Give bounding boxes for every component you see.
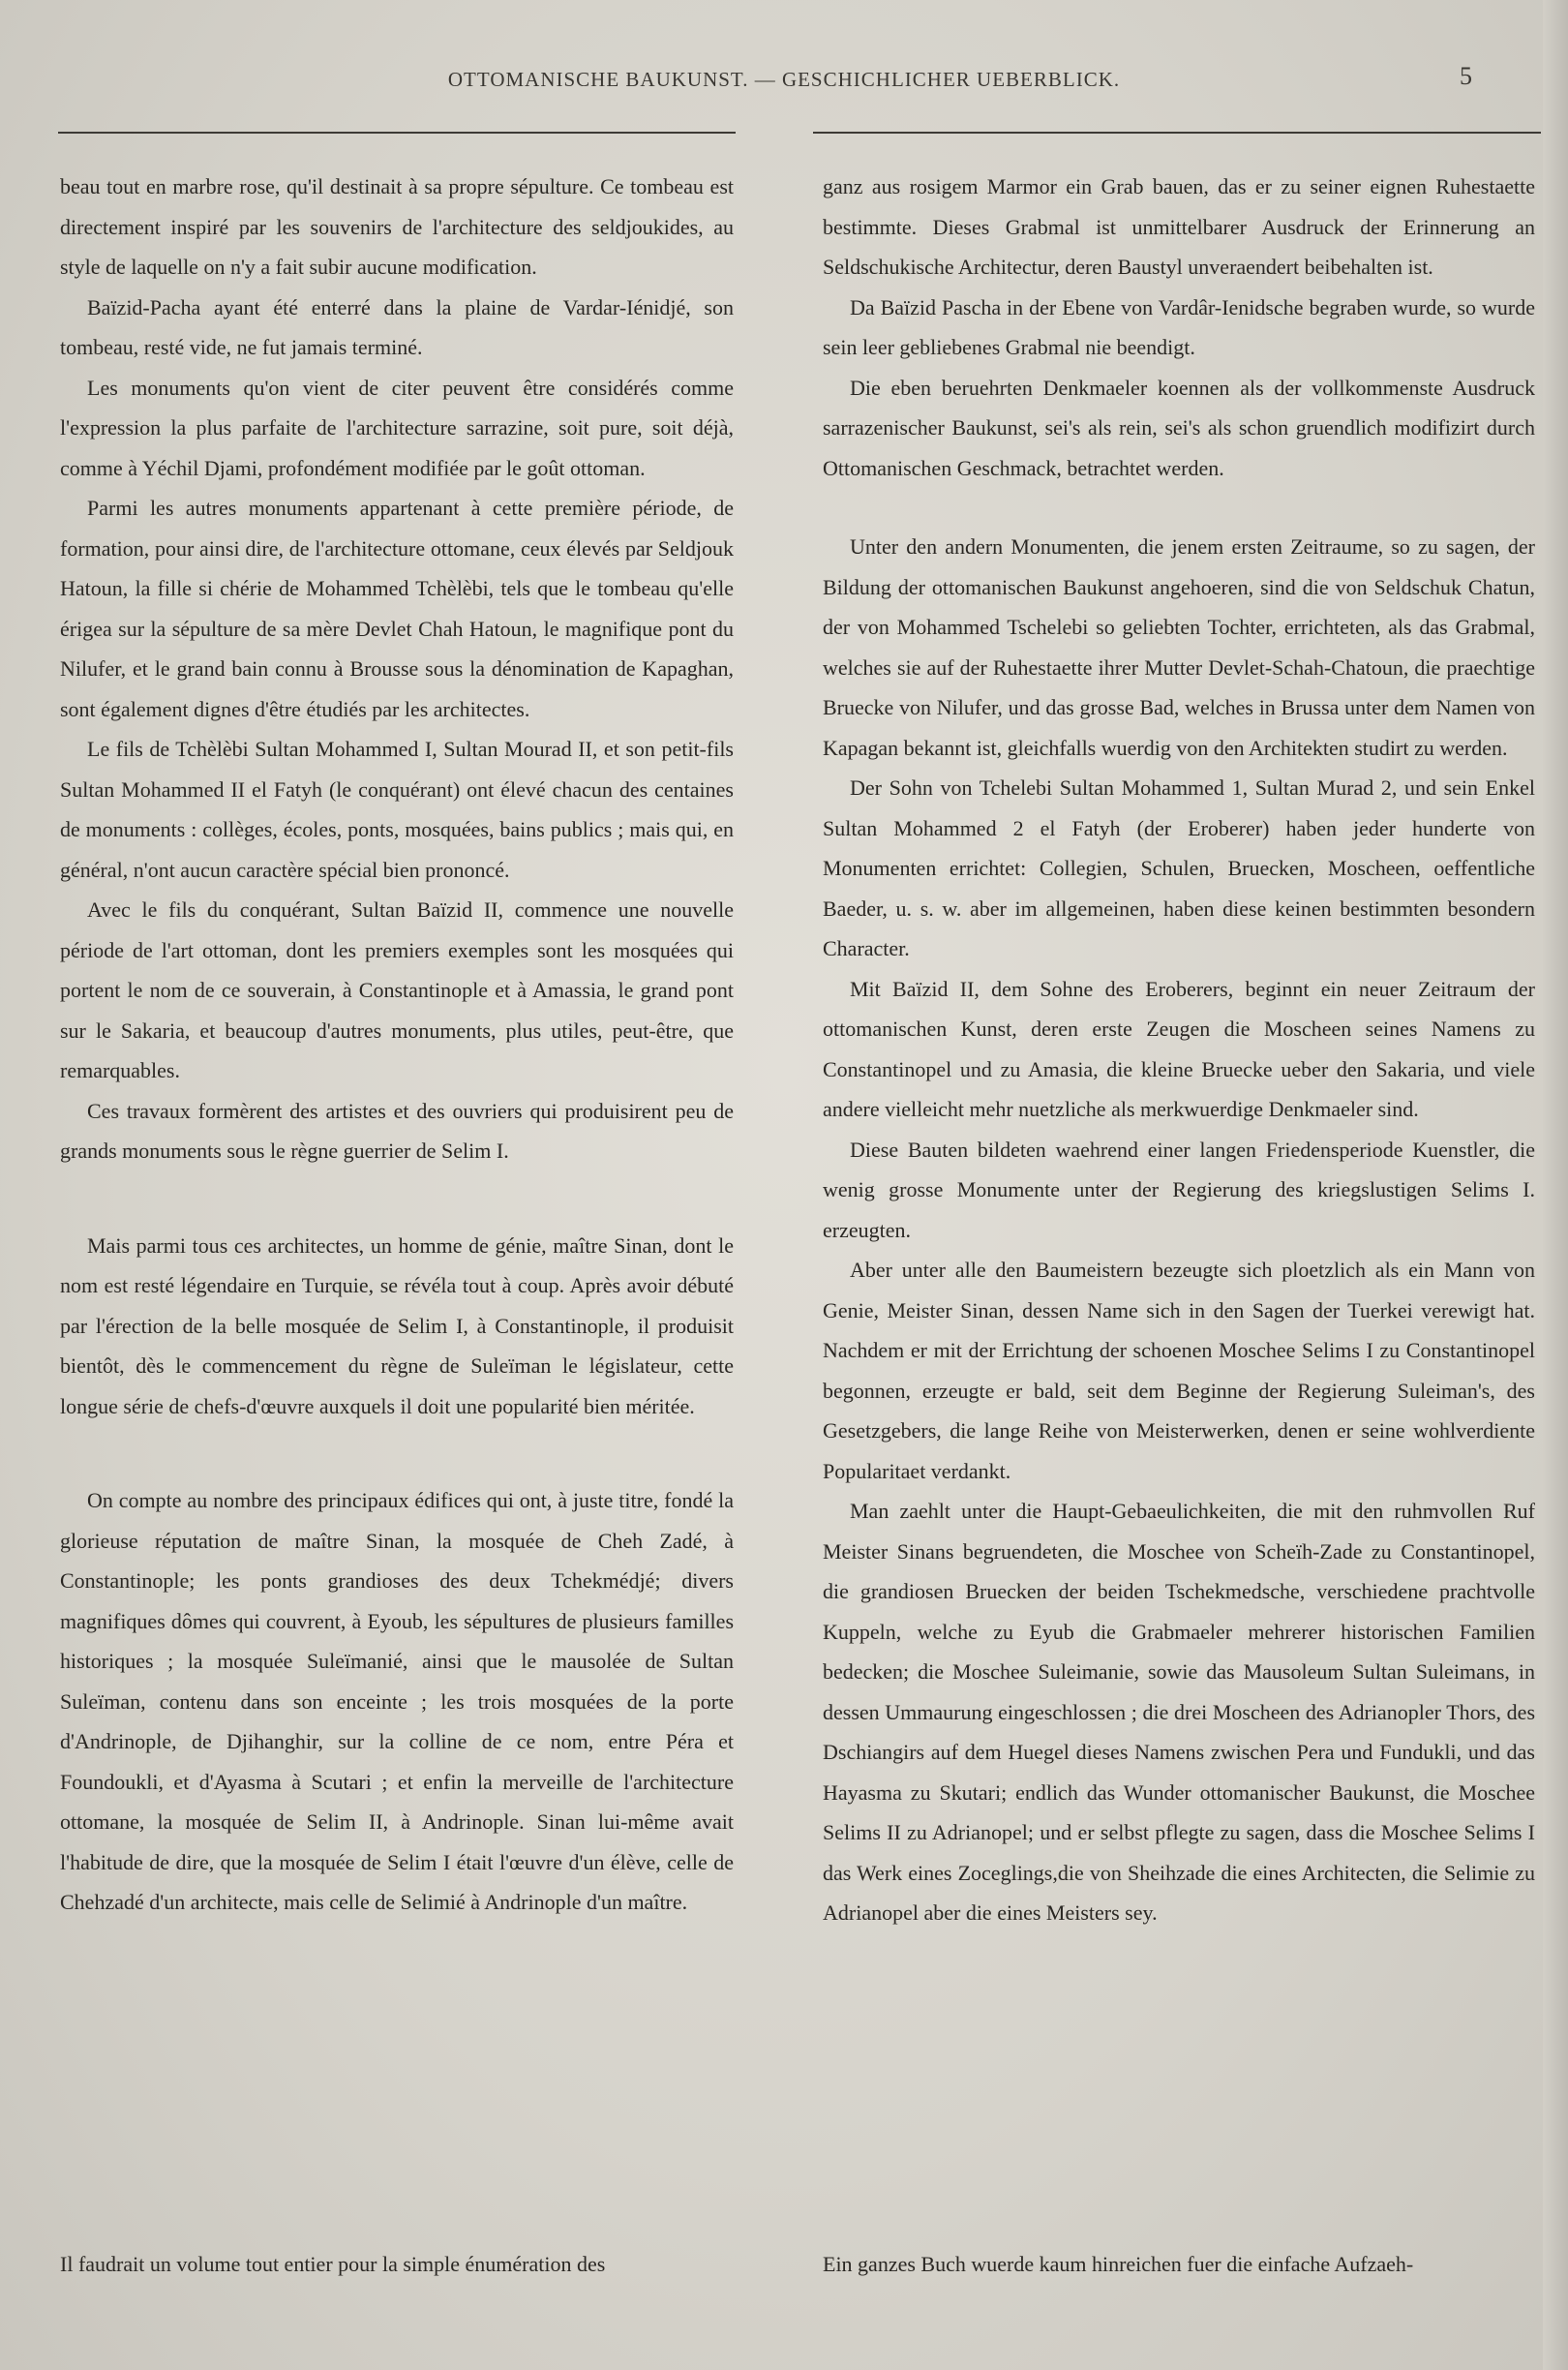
french-paragraph-2: Baïzid-Pacha ayant été enterré dans la plaine de Vardar-Iénidjé, son tombeau, resté vide, ne fut jamais terminé. <box>60 294 734 359</box>
german-column <box>823 167 1535 1933</box>
header-rule-right <box>813 132 1541 134</box>
german-final-line: Ein ganzes Buch wuerde kaum hinreichen fuer die einfache Aufzaeh- <box>823 2252 1414 2276</box>
french-spacer-1 <box>60 1171 734 1226</box>
french-paragraph-1: beau tout en marbre rose, qu'il destinait à sa propre sépulture. Ce tombeau est directement inspiré par les souvenirs de l'architecture des seldjoukides, au style de laquelle on n'y a fait subir aucune modification. <box>60 174 734 279</box>
french-paragraph-4: Parmi les autres monuments appartenant à cette première période, de formation, pour ainsi dire, de l'architecture ottomane, ceux élevés par Seldjouk Hatoun, la fille si chérie de Mohammed Tchèlèbi, tels que le tombeau qu'elle érigea sur la sépulture de sa mère Devlet Chah Hatoun, le magnifique pont du Nilufer, et le grand bain connu à Brousse sous la dénomination de Kapaghan, sont également dignes d'être étudiés par les architectes. <box>60 496 734 721</box>
running-title: OTTOMANISCHE BAUKUNST. — GESCHICHLICHER UEBERBLICK. <box>447 68 1121 91</box>
german-paragraph-6: Mit Baïzid II, dem Sohne des Eroberers, beginnt ein neuer Zeitraum der ottomanischen Kunst, deren erste Zeugen die Moscheen seines Namens zu Constantinopel und zu Amasia, die kleine Bruecke ueber den Sakaria, und viele andere vielleicht mehr nuetzliche als merkwuerdige Denkmaeler sind. <box>823 976 1535 1121</box>
french-paragraph-5: Le fils de Tchèlèbi Sultan Mohammed I, Sultan Mourad II, et son petit-fils Sultan Mohammed II el Fatyh (le conquérant) ont élevé chacun des centaines de monuments : collèges, écoles, ponts, mosquées, bains publics ; mais qui, en général, n'ont aucun caractère spécial bien prononcé. <box>60 737 734 882</box>
german-paragraph-2: Da Baïzid Pascha in der Ebene von Vardâr-Ienidsche begraben wurde, so wurde sein leer gebliebenes Grabmal nie beendigt. <box>823 294 1535 359</box>
german-paragraph-3: Die eben beruehrten Denkmaeler koennen als der vollkommenste Ausdruck sarrazenischer Baukunst, sei's als rein, sei's als schon gruendlich modifizirt durch Ottomanischen Geschmack, betrachtet werden. <box>823 375 1535 480</box>
german-paragraph-4: Unter den andern Monumenten, die jenem ersten Zeitraume, so zu sagen, der Bildung der ottomanischen Baukunst angehoeren, sind die von Seldschuk Chatun, der von Mohammed Tschelebi so geliebten Tochter, errichteten, als das Grabmal, welches sie auf der Ruhestaette ihrer Mutter Devlet-Schah-Chatoun, die praechtige Bruecke von Nilufer, und das grosse Bad, welches in Brussa unter dem Namen von Kapagan bekannt ist, gleichfalls wuerdig von den Architekten studirt zu werden. <box>823 534 1535 760</box>
german-spacer-1 <box>823 488 1535 527</box>
french-paragraph-9: On compte au nombre des principaux édifices qui ont, à juste titre, fondé la glorieuse réputation de maître Sinan, la mosquée de Cheh Zadé, à Constantinople; les ponts grandioses des deux Tchekmédjé; divers magnifiques dômes qui couvrent, à Eyoub, les sépultures de plusieurs familles historiques ; la mosquée Suleïmanié, ainsi que le mausolée de Sultan Suleïman, contenu dans son enceinte ; les trois mosquées de la porte d'Andrinople, de Djihanghir, sur la colline de ce nom, entre Péra et Foundoukli, et d'Ayasma à Scutari ; et enfin la merveille de l'architecture ottomane, la mosquée de Selim II, à Andrinople. Sinan lui-même avait l'habitude de dire, que la mosquée de Selim I était l'œuvre d'un élève, celle de Chehzadé d'un architecte, mais celle de Selimié à Andrinople d'un maître. <box>60 1488 734 1914</box>
page-number: 5 <box>1460 62 1472 90</box>
french-paragraph-8: Mais parmi tous ces architectes, un homme de génie, maître Sinan, dont le nom est resté légendaire en Turquie, se révéla tout à coup. Après avoir débuté par l'érection de la belle mosquée de Selim I, à Constantinople, il produisit bientôt, dès le commencement du règne de Suleïman le législateur, cette longue série de chefs-d'œuvre auxquels il doit une popularité bien méritée. <box>60 1232 734 1418</box>
french-paragraph-3: Les monuments qu'on vient de citer peuvent être considérés comme l'expression la plus parfaite de l'architecture sarrazine, soit pure, soit déjà, comme à Yéchil Djami, profondément modifiée par le goût ottoman. <box>60 375 734 480</box>
french-column <box>60 167 734 1923</box>
german-paragraph-9: Man zaehlt unter die Haupt-Gebaeulichkeiten, die mit den ruhmvollen Ruf Meister Sinans begruendeten, die Moschee von Scheïh-Zade zu Constantinopel, die grandiosen Bruecken der beiden Tschekmedsche, verschiedene prachtvolle Kuppeln, welche zu Eyub die Grabmaeler mehrerer historischen Familien bedecken; die Moschee Suleimanie, sowie das Mausoleum Sultan Suleimans, in dessen Ummaurung eingeschlossen ; die drei Moscheen des Adrianopler Thors, des Dschiangirs auf dem Huegel dieses Namens zwischen Pera und Fundukli, und das Hayasma zu Skutari; endlich das Wunder ottomanischer Baukunst, die Moschee Selims II zu Adrianopel; und er selbst pflegte zu sagen, dass die Moschee Selims I das Werk eines Zoceglings,die von Sheihzade die eines Architecten, die Selimie zu Adrianopel aber die eines Meisters sey. <box>823 1499 1535 1925</box>
german-paragraph-7: Diese Bauten bildeten waehrend einer langen Friedensperiode Kuenstler, die wenig grosse Monumente unter der Regierung des kriegslustigen Selims I. erzeugten. <box>823 1137 1535 1242</box>
german-paragraph-5: Der Sohn von Tchelebi Sultan Mohammed 1, Sultan Murad 2, und sein Enkel Sultan Mohammed 2 el Fatyh (der Eroberer) haben jeder hunderte von Monumenten errichtet: Collegien, Schulen, Bruecken, Moscheen, oeffentliche Baeder, u. s. w. aber im allgemeinen, haben diese keinen bestimmten besondern Character. <box>823 775 1535 960</box>
french-paragraph-7: Ces travaux formèrent des artistes et des ouvriers qui produisirent peu de grands monuments sous le règne guerrier de Selim I. <box>60 1098 734 1163</box>
german-paragraph-1: ganz aus rosigem Marmor ein Grab bauen, das er zu seiner eignen Ruhestaette bestimmte. Dieses Grabmal ist unmittelbarer Ausdruck der Erinnerung an Seldschukische Architectur, deren Baustyl unveraendert beibehalten ist. <box>823 174 1535 279</box>
french-final-line: Il faudrait un volume tout entier pour la simple énumération des <box>60 2252 606 2276</box>
page-edge <box>1543 0 1568 2370</box>
header-rule-left <box>58 132 736 134</box>
french-paragraph-6: Avec le fils du conquérant, Sultan Baïzid II, commence une nouvelle période de l'art ottoman, dont les premiers exemples sont les mosquées qui portent le nom de ce souverain, à Constantinople et à Amassia, le grand pont sur le Sakaria, et beaucoup d'autres monuments, plus utiles, peut-être, que remarquables. <box>60 897 734 1082</box>
french-spacer-2 <box>60 1426 734 1480</box>
german-paragraph-8: Aber unter alle den Baumeistern bezeugte sich ploetzlich als ein Mann von Genie, Meister Sinan, dessen Name sich in den Sagen der Tuerkei verewigt hat. Nachdem er mit der Errichtung der schoenen Moschee Selims I zu Constantinopel begonnen, erzeugte er bald, seit dem Beginne der Regierung Suleiman's, des Gesetzgebers, die lange Reihe von Meisterwerken, denen er seine wohlverdiente Popularitaet verdankt. <box>823 1258 1535 1483</box>
